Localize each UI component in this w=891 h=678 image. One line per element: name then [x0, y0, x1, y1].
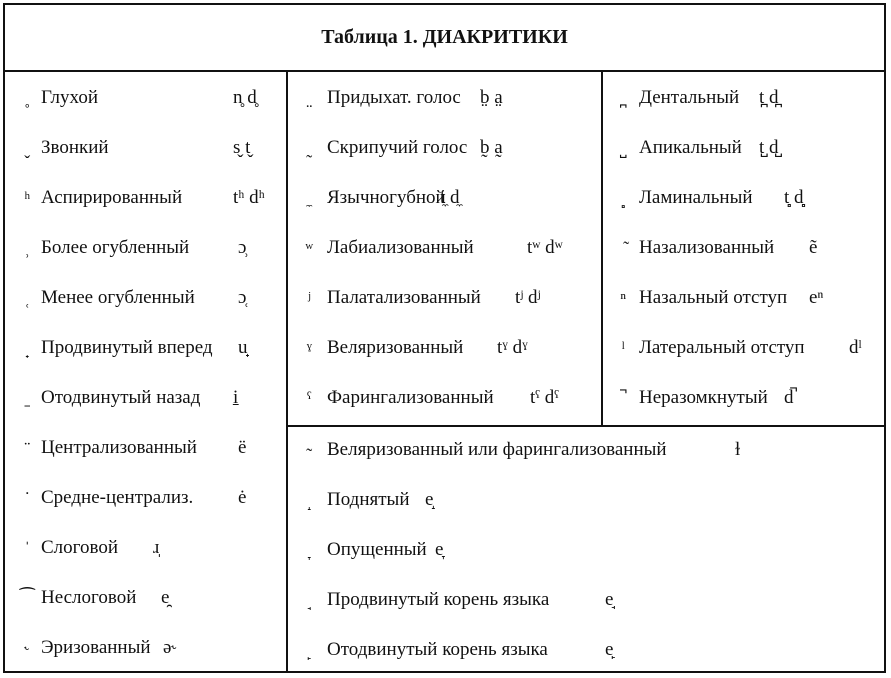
table-row	[295, 183, 595, 213]
diacritic-mark: ⁀	[15, 588, 35, 608]
diacritic-example: tʷ dʷ	[527, 237, 563, 258]
diacritic-label: Средне-централиз.	[41, 487, 194, 508]
diacritic-label: Более огубленный	[41, 237, 190, 258]
diacritic-example: tˠ dˠ	[497, 337, 528, 358]
diacritic-label: Продвинутый корень языка	[327, 589, 550, 610]
diacritic-mark: ̈	[22, 438, 28, 458]
table-row	[609, 83, 884, 113]
table-row	[609, 133, 884, 163]
diacritic-example: e̯	[161, 587, 170, 608]
diacritic-label: Централизованный	[41, 437, 197, 458]
diacritic-example: ə˞	[163, 637, 178, 658]
diacritic-label: Язычногубной	[327, 187, 446, 208]
table-row	[13, 333, 283, 363]
diacritic-mark: ˈ	[19, 538, 31, 558]
table-row	[609, 183, 884, 213]
diacritic-label: Менее огубленный	[41, 287, 195, 308]
diacritic-mark: ̻	[618, 188, 624, 208]
diacritic-example: s̬ t̬	[233, 137, 251, 158]
diacritic-label: Веляризованный	[327, 337, 464, 358]
table-row	[13, 183, 283, 213]
diacritic-label: Ламинальный	[639, 187, 753, 208]
diacritics-table	[3, 3, 886, 673]
diacritic-example: b̰ a̰	[480, 137, 503, 158]
diacritic-mark: ⁿ	[615, 288, 627, 308]
diacritic-label: Придыхат. голос	[327, 87, 461, 108]
diacritic-label: Продвинутый вперед	[41, 337, 213, 358]
diacritic-example: n̥ d̥	[233, 87, 257, 108]
diacritic-mark: ʰ	[19, 188, 31, 208]
diacritic-label: Слоговой	[41, 537, 118, 558]
diacritic-label: Отодвинутый назад	[41, 387, 201, 408]
diacritic-label: Звонкий	[41, 137, 109, 158]
diacritic-label: Латеральный отступ	[639, 337, 805, 358]
table-row	[295, 83, 595, 113]
diacritic-label: Назальный отступ	[639, 287, 788, 308]
table-row	[295, 133, 595, 163]
diacritic-label: Отодвинутый корень языка	[327, 639, 548, 660]
diacritic-example: ė	[238, 487, 247, 508]
diacritic-mark: ̥	[22, 88, 28, 108]
diacritic-label: Эризованный	[41, 637, 151, 658]
diacritic-example: eⁿ	[809, 287, 824, 308]
table-row	[295, 435, 880, 465]
table-row	[295, 383, 595, 413]
table-row	[295, 635, 880, 665]
diacritic-example: dˡ	[849, 337, 862, 358]
diacritic-mark: ʲ	[303, 288, 311, 308]
diacritic-label: Глухой	[41, 87, 98, 108]
diacritic-example: tˤ dˤ	[530, 387, 559, 408]
diacritic-example: t̪ d̪	[759, 87, 779, 108]
diacritic-label: Аспирированный	[41, 187, 183, 208]
diacritic-label: Апикальный	[639, 137, 742, 158]
diacritic-example: ɹ̩	[153, 537, 160, 558]
table-title: Таблица 1. ДИАКРИТИКИ	[5, 5, 884, 72]
diacritic-example: ɔ̜	[238, 287, 247, 308]
diacritic-mark: ̘	[304, 590, 310, 610]
table-row	[609, 233, 884, 263]
diacritic-example: d̚	[784, 387, 794, 408]
diacritic-mark: ̴	[304, 440, 310, 460]
diacritic-label: Неслоговой	[41, 587, 137, 608]
diacritic-label: Лабиализованный	[327, 237, 474, 258]
diacritic-mark: ̇	[22, 488, 28, 508]
diacritic-mark: ˠ	[302, 338, 312, 358]
table-row	[13, 233, 283, 263]
divider-col2	[601, 70, 603, 425]
table-row	[295, 535, 880, 565]
diacritic-example: e̞	[435, 539, 444, 560]
diacritic-mark: ̝	[304, 490, 310, 510]
diacritic-mark: ̼	[304, 188, 310, 208]
diacritic-label: Опущенный	[327, 539, 427, 560]
table-row	[295, 283, 595, 313]
diacritic-example: ẽ	[809, 237, 818, 258]
diacritic-label: Дентальный	[639, 87, 740, 108]
table-row	[13, 383, 283, 413]
table-row	[13, 433, 283, 463]
diacritic-example: t̺ d̺	[759, 137, 779, 158]
table-row	[609, 333, 884, 363]
diacritic-example: e̙	[605, 639, 614, 660]
table-row	[13, 283, 283, 313]
diacritic-label: Поднятый	[327, 489, 410, 510]
diacritic-mark: ̤	[304, 88, 310, 108]
diacritic-example: tʰ dʰ	[233, 187, 265, 208]
diacritic-mark: ̹	[22, 238, 28, 258]
diacritic-mark: ̜	[22, 288, 28, 308]
divider-lower	[286, 425, 884, 427]
table-row	[295, 333, 595, 363]
diacritic-mark: ˡ	[617, 338, 625, 358]
diacritic-example: u̟	[238, 337, 248, 358]
diacritic-mark: ˤ	[302, 388, 312, 408]
table-row	[295, 233, 595, 263]
diacritic-label: Скрипучий голос	[327, 137, 468, 158]
diacritic-example: e̝	[425, 489, 434, 510]
diacritic-example: e̘	[605, 589, 614, 610]
diacritic-label: Неразомкнутый	[639, 387, 768, 408]
diacritic-mark: ̬	[22, 138, 28, 158]
diacritic-mark: ̰	[304, 138, 310, 158]
diacritic-mark: ˞	[19, 638, 31, 658]
table-row	[609, 283, 884, 313]
diacritic-example: i̠	[233, 387, 239, 408]
diacritic-example: t̻ d̻	[784, 187, 804, 208]
table-row	[13, 83, 283, 113]
diacritic-label: Фарингализованный	[327, 387, 494, 408]
diacritic-mark: ʷ	[300, 238, 314, 258]
diacritic-example: t̼ d̼	[440, 187, 460, 208]
table-row	[609, 383, 884, 413]
diacritic-label: Палатализованный	[327, 287, 481, 308]
diacritic-example: ɔ̹	[238, 237, 247, 258]
table-row	[295, 585, 880, 615]
diacritic-mark: ̃	[618, 238, 624, 258]
diacritic-example: ë	[238, 437, 247, 458]
table-row	[13, 533, 283, 563]
diacritic-mark: ̚	[618, 388, 624, 408]
diacritic-mark: ̪	[618, 88, 624, 108]
table-row	[13, 583, 283, 613]
table-row	[13, 483, 283, 513]
divider-col1	[286, 70, 288, 671]
diacritic-label: Веляризованный или фарингализованный	[327, 439, 667, 460]
diacritic-mark: ̙	[304, 640, 310, 660]
diacritic-mark: ̠	[22, 388, 28, 408]
table-row	[295, 485, 880, 515]
diacritic-mark: ̟	[22, 338, 28, 358]
diacritic-example: ɫ	[735, 439, 741, 460]
diacritic-label: Назализованный	[639, 237, 775, 258]
diacritic-example: b̤ a̤	[480, 87, 503, 108]
diacritic-mark: ̺	[618, 138, 624, 158]
diacritic-example: tʲ dʲ	[515, 287, 541, 308]
table-row	[13, 633, 283, 663]
diacritic-mark: ̞	[304, 540, 310, 560]
table-row	[13, 133, 283, 163]
